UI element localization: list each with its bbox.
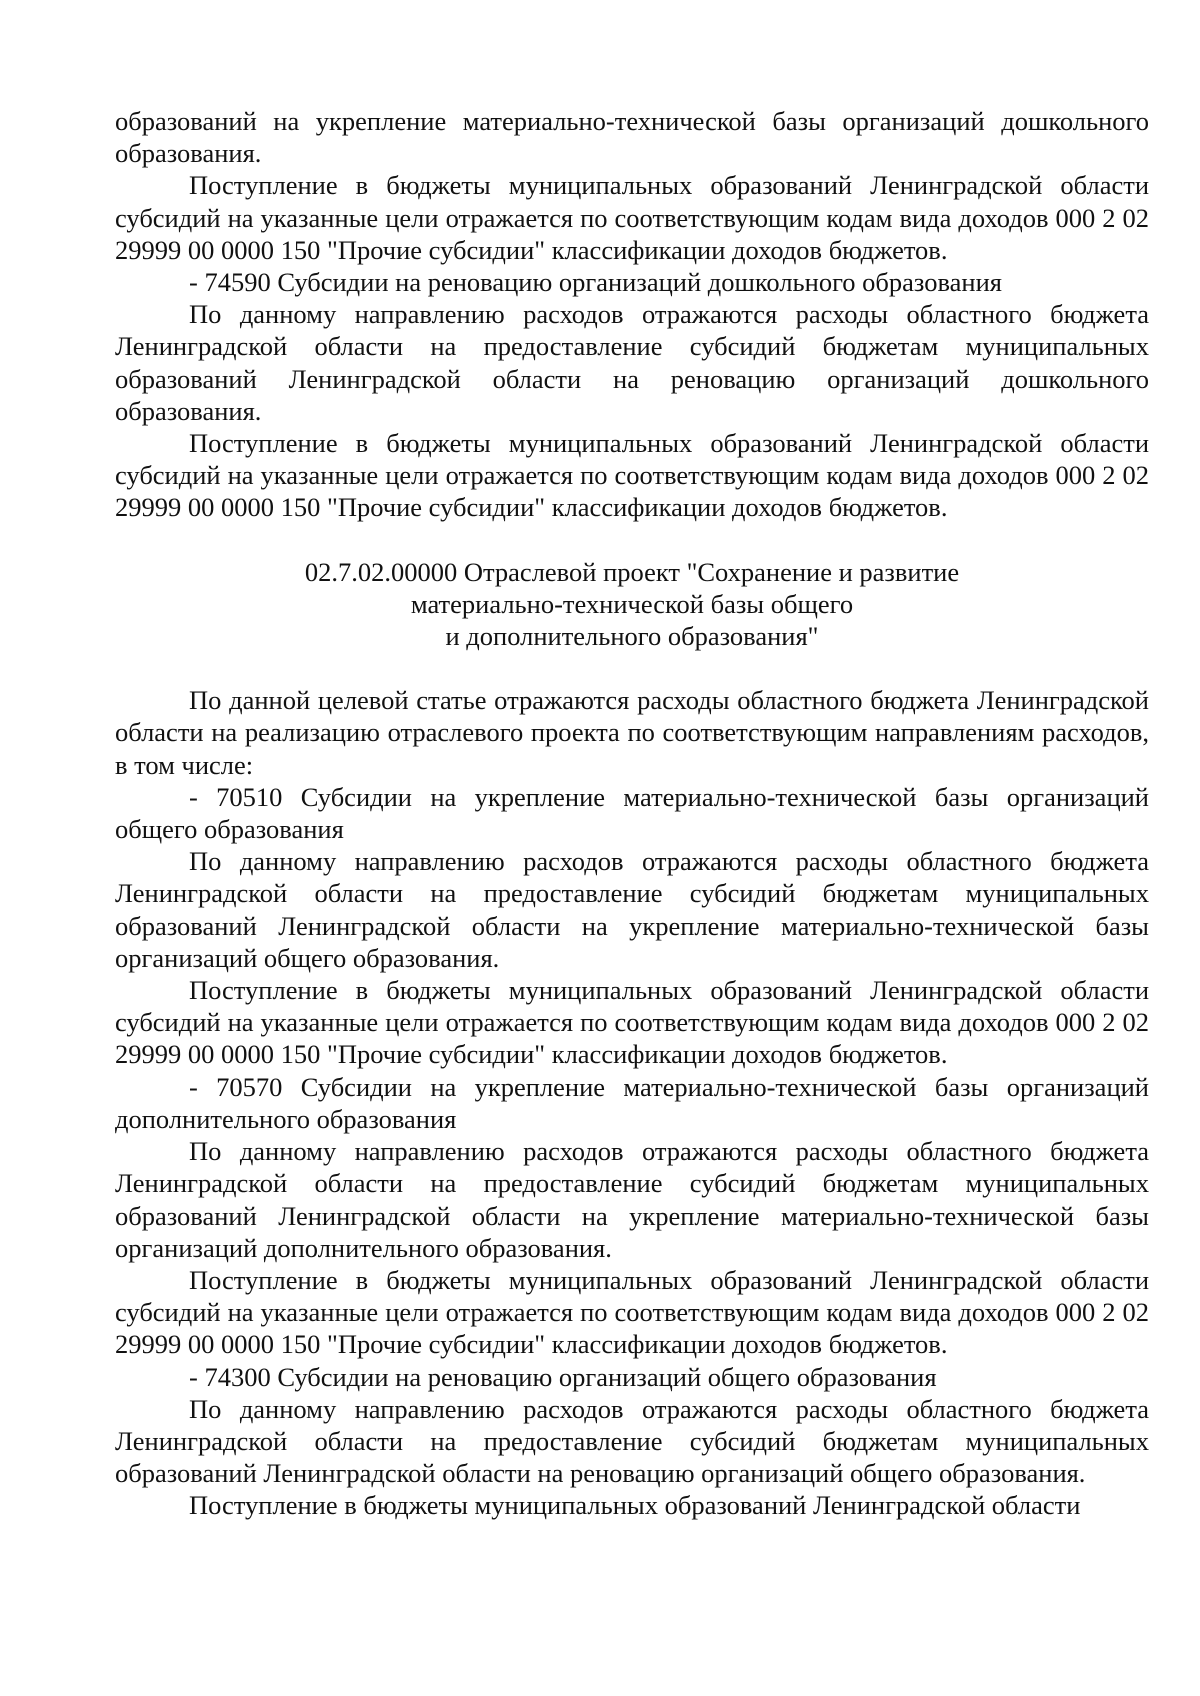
paragraph-expense-description: По данному направлению расходов отражаются расходы областного бюджета Ленинградской области на предоставление субсидий бюджетам муниципальных образований Ленинградской области на реновацию организаций общего образования. xyxy=(115,1393,1149,1489)
document-page xyxy=(115,105,1149,1522)
expense-item-70510: - 70510 Субсидии на укрепление материально-технической базы организаций общего образования xyxy=(115,781,1149,845)
paragraph-expense-description: По данному направлению расходов отражаются расходы областного бюджета Ленинградской области на предоставление субсидий бюджетам муниципальных образований Ленинградской области на укрепление материально-технической базы организаций дополнительного образования. xyxy=(115,1136,1149,1263)
spacer xyxy=(115,652,1149,684)
paragraph-continuation: образований на укрепление материально-технической базы организаций дошкольного образования. xyxy=(115,106,1149,169)
paragraph-expense-description: По данному направлению расходов отражаются расходы областного бюджета Ленинградской области на предоставление субсидий бюджетам муниципальных образований Ленинградской области на укрепление материально-технической базы организаций общего образования. xyxy=(115,846,1149,973)
expense-item-74590: - 74590 Субсидии на реновацию организаций дошкольного образования xyxy=(189,267,1002,298)
expense-item-74300: - 74300 Субсидии на реновацию организаций общего образования xyxy=(189,1361,937,1392)
spacer xyxy=(115,524,1149,556)
heading-line: материально-технической базы общего xyxy=(410,588,854,619)
paragraph-income-receipt: Поступление в бюджеты муниципальных образований Ленинградской области субсидий на указанные цели отражается по соответствующим кодам вида доходов 000 2 02 29999 00 0000 150 "Прочие субсидии" классификации доходов бюджетов. xyxy=(115,975,1149,1070)
paragraph-expense-description: По данному направлению расходов отражаются расходы областного бюджета Ленинградской области на предоставление субсидий бюджетам муниципальных образований Ленинградской области на реновацию организаций дошкольного образования. xyxy=(115,299,1149,426)
heading-line: и дополнительного образования" xyxy=(445,621,819,652)
paragraph-income-receipt: Поступление в бюджеты муниципальных образований Ленинградской области субсидий на указанные цели отражается по соответствующим кодам вида доходов 000 2 02 29999 00 0000 150 "Прочие субсидии" классификации доходов бюджетов. xyxy=(115,428,1149,523)
paragraph-income-receipt: Поступление в бюджеты муниципальных образований Ленинградской области субсидий на указанные цели отражается по соответствующим кодам вида доходов 000 2 02 29999 00 0000 150 "Прочие субсидии" классификации доходов бюджетов. xyxy=(115,1264,1149,1360)
paragraph-income-receipt-partial: Поступление в бюджеты муниципальных образований Ленинградской области xyxy=(189,1490,1081,1521)
paragraph-target-article: По данной целевой статье отражаются расходы областного бюджета Ленинградской области на реализацию отраслевого проекта по соответствующим направлениям расходов, в том числе: xyxy=(115,685,1149,780)
section-heading xyxy=(115,556,1149,653)
heading-line: 02.7.02.00000 Отраслевой проект "Сохранение и развитие xyxy=(304,556,960,587)
expense-item-70570: - 70570 Субсидии на укрепление материально-технической базы организаций дополнительного образования xyxy=(115,1071,1149,1134)
paragraph-income-receipt: Поступление в бюджеты муниципальных образований Ленинградской области субсидий на указанные цели отражается по соответствующим кодам вида доходов 000 2 02 29999 00 0000 150 "Прочие субсидии" классификации доходов бюджетов. xyxy=(115,170,1149,265)
